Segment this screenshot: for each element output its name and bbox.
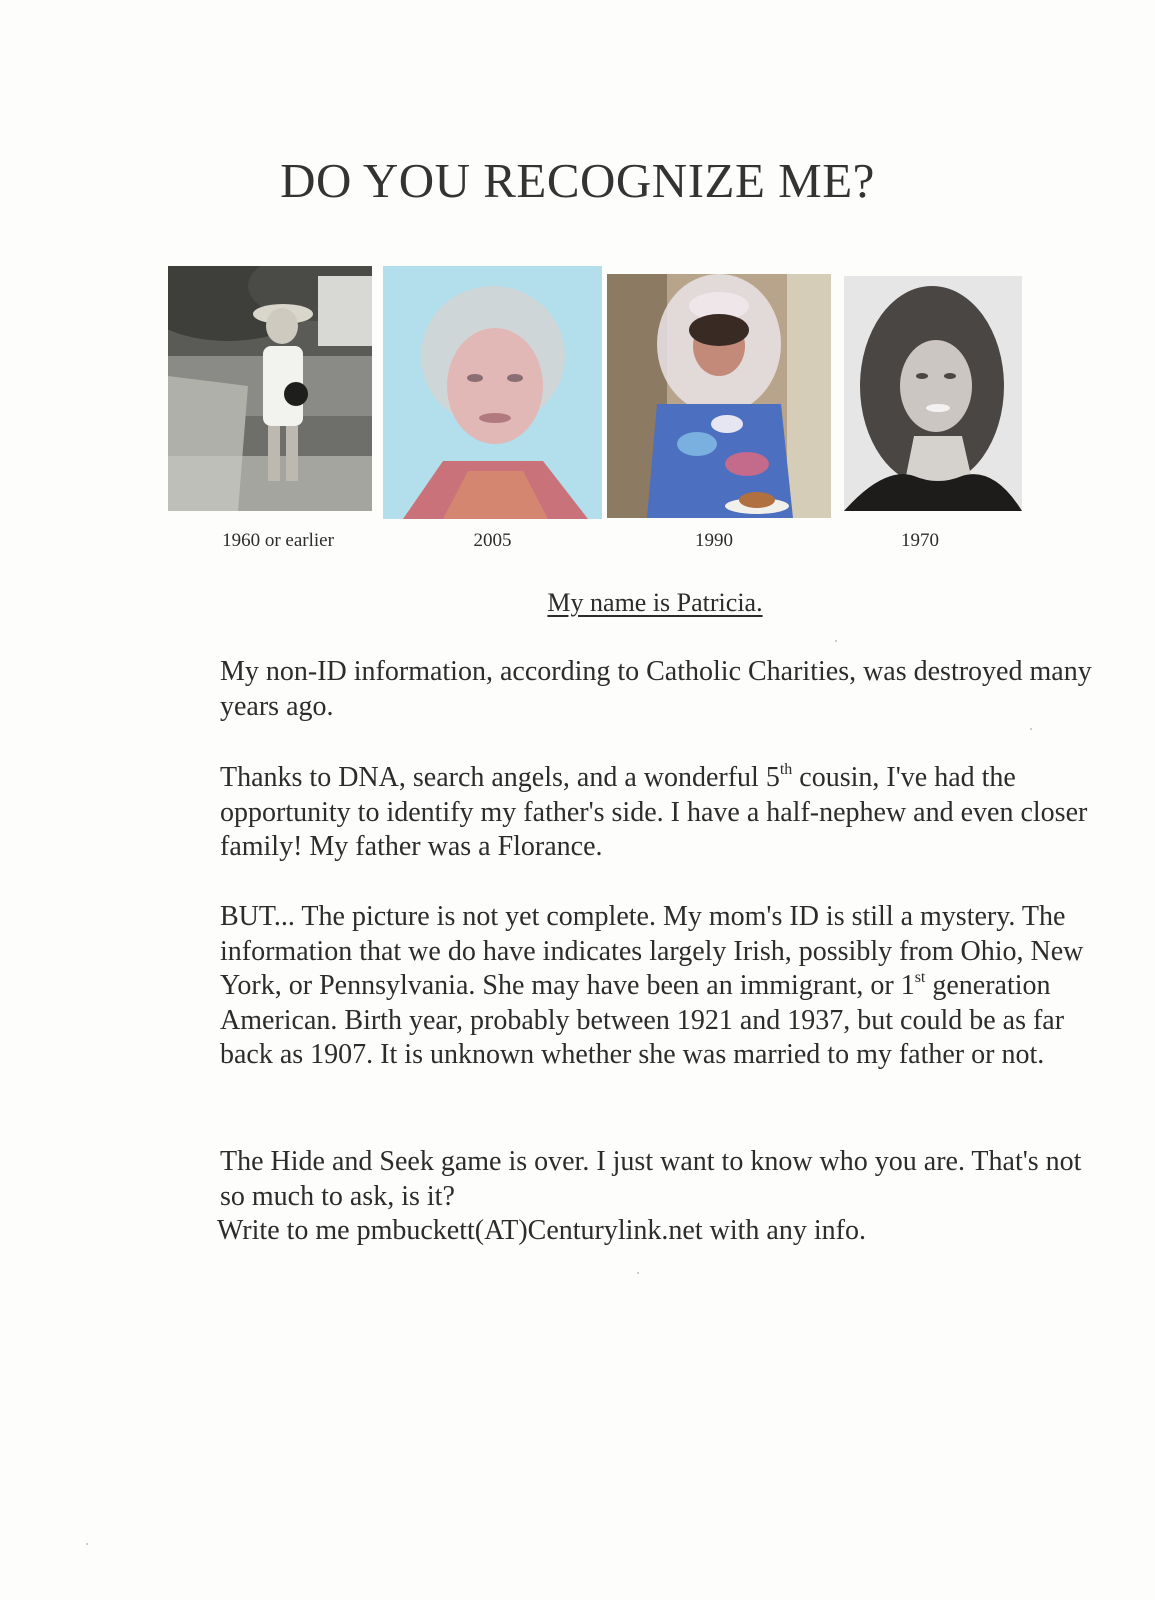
paragraph-dna <box>220 761 1100 865</box>
paragraph-mother-part-2: generation American. Birth year, probably between 1921 and 1937, but could be as far back as 1907. It is unknown whether she was married to my father or not. <box>220 970 1065 1070</box>
photo-caption-2: 2005 <box>473 530 512 551</box>
photo-caption-4: 1970 <box>901 530 939 551</box>
photo-childhood <box>168 266 372 511</box>
photo-caption-3: 1990 <box>695 530 733 551</box>
page-title: DO YOU RECOGNIZE ME? <box>280 153 875 208</box>
photo-1970-image <box>844 276 1022 511</box>
paragraph-dna-part-1: Thanks to DNA, search angels, and a wonderful 5 <box>220 762 780 793</box>
photo-1990 <box>607 274 831 518</box>
paragraph-non-id: My non-ID information, according to Catholic Charities, was destroyed many years ago. <box>220 656 1092 722</box>
photo-1990-image <box>607 274 831 518</box>
paragraph-hide-and-seek: The Hide and Seek game is over. I just want to know who you are. That's not so much to ask, is it? <box>220 1146 1082 1212</box>
photo-childhood-image <box>168 266 372 511</box>
scan-speck <box>637 1272 639 1274</box>
photo-2005 <box>383 266 602 519</box>
scan-speck <box>86 1543 88 1545</box>
contact-line: Write to me pmbuckett(AT)Centurylink.net with any info. <box>217 1215 866 1246</box>
scan-speck <box>835 640 837 642</box>
ordinal-suffix: th <box>779 761 793 778</box>
paragraph-mother-part-1: BUT... The picture is not yet complete. My mom's ID is still a mystery. The information that we do have indicates largely Irish, possibly from Ohio, New York, or Pennsylvania. She may have been an immigrant, or 1 <box>220 901 1084 1001</box>
name-heading: My name is Patricia. <box>547 588 763 617</box>
scan-speck <box>1030 728 1032 730</box>
paragraph-mother <box>220 900 1100 1073</box>
ordinal-suffix: st <box>914 969 926 986</box>
photo-1970 <box>844 276 1022 511</box>
paragraph-dna-part-2: cousin, I've had the opportunity to identify my father's side. I have a half-nephew and even closer family! My father was a Florance. <box>220 762 1088 862</box>
photo-2005-image <box>383 266 602 519</box>
photo-caption-1: 1960 or earlier <box>222 530 334 551</box>
